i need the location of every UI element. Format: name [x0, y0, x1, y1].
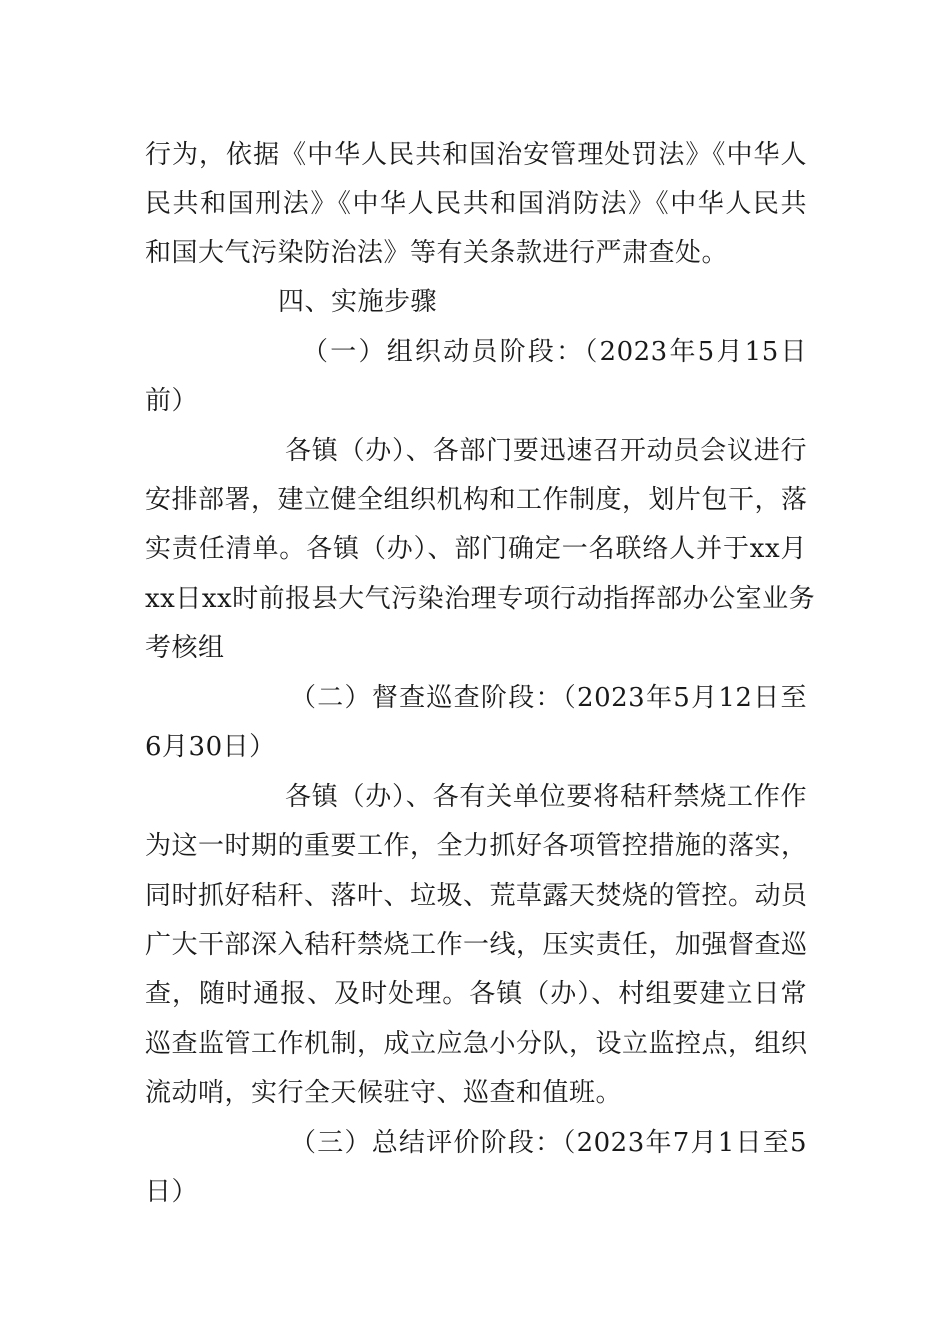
paragraph-line: 流动哨，实行全天候驻守、巡查和值班。 [145, 1078, 623, 1108]
paragraph-line: 为这一时期的重要工作，全力抓好各项管控措施的落实， [145, 831, 808, 861]
paragraph-line: 各镇（办）、各有关单位要将秸秆禁烧工作作 [285, 782, 807, 812]
paragraph-line: 民共和国刑法》《中华人民共和国消防法》《中华人民共 [145, 189, 807, 219]
subsection-heading-cont: 前） [145, 386, 199, 416]
subsection-heading: （三）总结评价阶段：（2023年7月1日至5 [290, 1128, 807, 1158]
subsection-heading-cont: 日） [145, 1177, 199, 1207]
paragraph-line: 考核组 [145, 633, 225, 663]
paragraph-line: 查，随时通报、及时处理。各镇（办）、村组要建立日常 [145, 979, 807, 1009]
subsection-heading: （一）组织动员阶段：（2023年5月15日 [302, 337, 807, 367]
paragraph-line: 和国大气污染防治法》等有关条款进行严肃查处。 [145, 238, 729, 268]
paragraph-line: 巡查监管工作机制，成立应急小分队，设立监控点，组织 [145, 1029, 808, 1059]
paragraph-line: 安排部署，建立健全组织机构和工作制度，划片包干，落 [145, 485, 808, 515]
paragraph-line: 广大干部深入秸秆禁烧工作一线，压实责任，加强督查巡 [145, 930, 808, 960]
paragraph-line: xx日xx时前报县大气污染治理专项行动指挥部办公室业务 [145, 584, 816, 614]
paragraph-line: 行为，依据《中华人民共和国治安管理处罚法》《中华人 [145, 140, 807, 170]
subsection-heading-cont: 6月30日） [145, 732, 276, 762]
paragraph-line: 各镇（办）、各部门要迅速召开动员会议进行 [285, 436, 807, 466]
paragraph-line: 同时抓好秸秆、落叶、垃圾、荒草露天焚烧的管控。动员 [145, 881, 808, 911]
subsection-heading: （二）督查巡查阶段：（2023年5月12日至 [290, 683, 807, 713]
paragraph-line: 实责任清单。各镇（办）、部门确定一名联络人并于xx月 [145, 534, 807, 564]
section-heading: 四、实施步骤 [278, 287, 438, 317]
